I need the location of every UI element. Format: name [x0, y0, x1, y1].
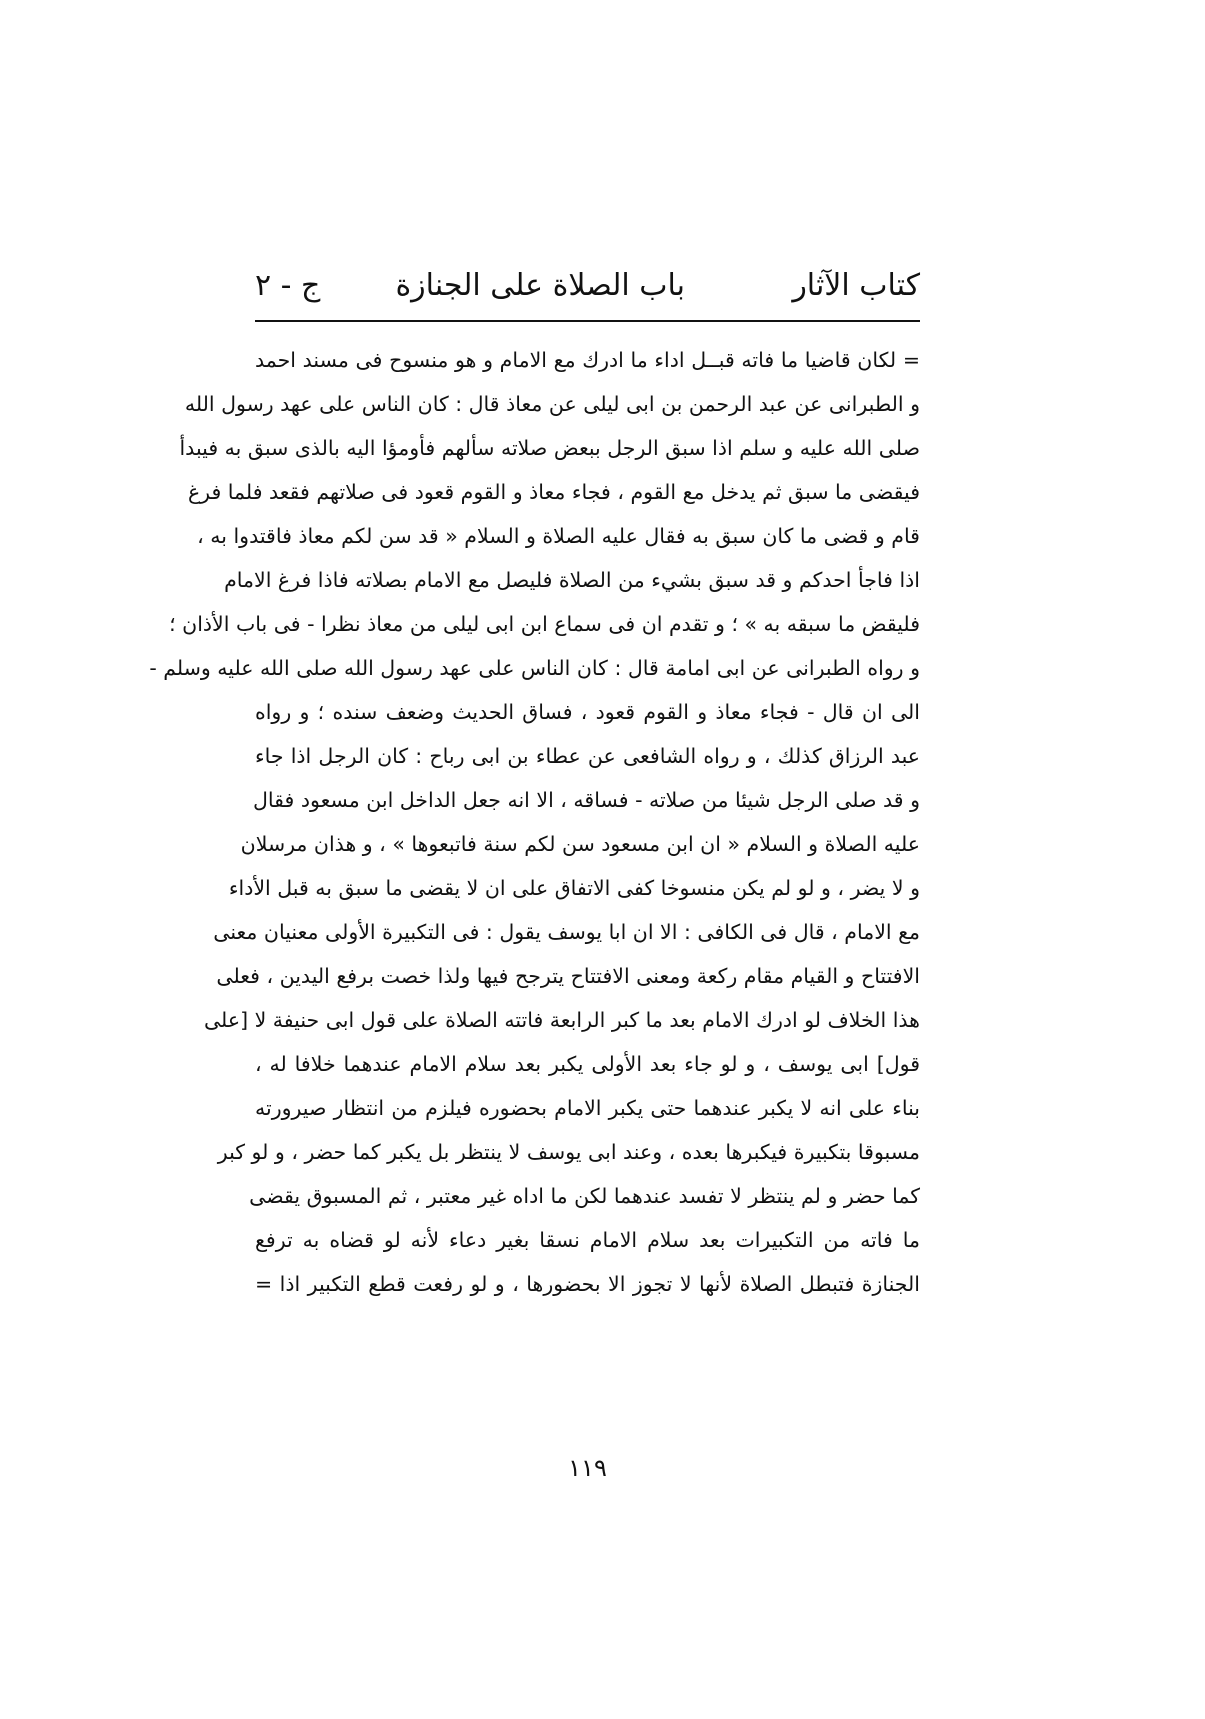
text-line: و قد صلى الرجل شيئا من صلاته - فساقه ، الا انه جعل الداخل ابن مسعود فقال: [253, 788, 920, 812]
text-line: قول] ابى يوسف ، و لو جاء بعد الأولى يكبر بعد سلام الامام عندهما خلافا له ،: [255, 1052, 920, 1076]
page-number: ١١٩: [568, 1454, 607, 1482]
text-line: قام و قضى ما كان سبق به فقال عليه الصلاة و السلام « قد سن لكم معاذ فاقتدوا به ،: [197, 524, 920, 548]
text-line: هذا الخلاف لو ادرك الامام بعد ما كبر الرابعة فاتته الصلاة على قول ابى حنيفة لا [على: [203, 1008, 920, 1032]
text-line: مع الامام ، قال فى الكافى : الا ان ابا يوسف يقول : فى التكبيرة الأولى معنيان معنى: [213, 920, 920, 944]
text-line: صلى الله عليه و سلم اذا سبق الرجل ببعض صلاته سألهم فأومؤا اليه بالذى سبق به فيبدأ: [179, 436, 920, 460]
header-rule: [255, 320, 920, 322]
body-text: [149, 338, 920, 1438]
text-line: و رواه الطبرانى عن ابى امامة قال : كان الناس على عهد رسول الله صلى الله عليه وسلم -: [149, 656, 920, 680]
text-line: عليه الصلاة و السلام « ان ابن مسعود سن لكم سنة فاتبعوها » ، و هذان مرسلان: [240, 832, 920, 856]
text-line: = لكان قاضيا ما فاته قبــل اداء ما ادرك مع الامام و هو منسوح فى مسند احمد: [255, 348, 920, 372]
running-header: [255, 262, 920, 310]
text-line: ما فاته من التكبيرات بعد سلام الامام نسقا بغير دعاء لأنه لو قضاه به ترفع: [255, 1228, 920, 1252]
text-line: الى ان قال - فجاء معاذ و القوم قعود ، فساق الحديث وضعف سنده ؛ و رواه: [255, 700, 920, 724]
text-line: عبد الرزاق كذلك ، و رواه الشافعى عن عطاء بن ابى رباح : كان الرجل اذا جاء: [255, 744, 920, 768]
text-line: اذا فاجأ احدكم و قد سبق بشيء من الصلاة فليصل مع الامام بصلاته فاذا فرغ الامام: [224, 568, 920, 592]
volume-number: ج - ٢: [255, 268, 321, 303]
chapter-title: باب الصلاة على الجنازة: [395, 268, 685, 303]
text-line: و لا يضر ، و لو لم يكن منسوخا كفى الاتفاق على ان لا يقضى ما سبق به قبل الأداء: [228, 876, 920, 900]
text-line: كما حضر و لم ينتظر لا تفسد عندهما لكن ما اداه غير معتبر ، ثم المسبوق يقضى: [249, 1184, 920, 1208]
text-line: و الطبرانى عن عبد الرحمن بن ابى ليلى عن معاذ قال : كان الناس على عهد رسول الله: [184, 392, 920, 416]
text-line: الافتتاح و القيام مقام ركعة ومعنى الافتتاح يترجح فيها ولذا خصت برفع اليدين ، فعلى: [216, 964, 920, 988]
book-title: كتاب الآثار: [792, 268, 920, 303]
text-line: الجنازة فتبطل الصلاة لأنها لا تجوز الا بحضورها ، و لو رفعت قطع التكبير اذا =: [255, 1272, 920, 1296]
text-line: مسبوقا بتكبيرة فيكبرها بعده ، وعند ابى يوسف لا ينتظر بل يكبر كما حضر ، و لو كبر: [217, 1140, 920, 1164]
text-line: فيقضى ما سبق ثم يدخل مع القوم ، فجاء معاذ و القوم قعود فى صلاتهم فقعد فلما فرغ: [187, 480, 920, 504]
text-line: فليقض ما سبقه به » ؛ و تقدم ان فى سماع ابن ابى ليلى من معاذ نظرا - فى باب الأذان ؛: [169, 612, 920, 636]
text-line: بناء على انه لا يكبر عندهما حتى يكبر الامام بحضوره فيلزم من انتظار صيرورته: [255, 1096, 920, 1120]
